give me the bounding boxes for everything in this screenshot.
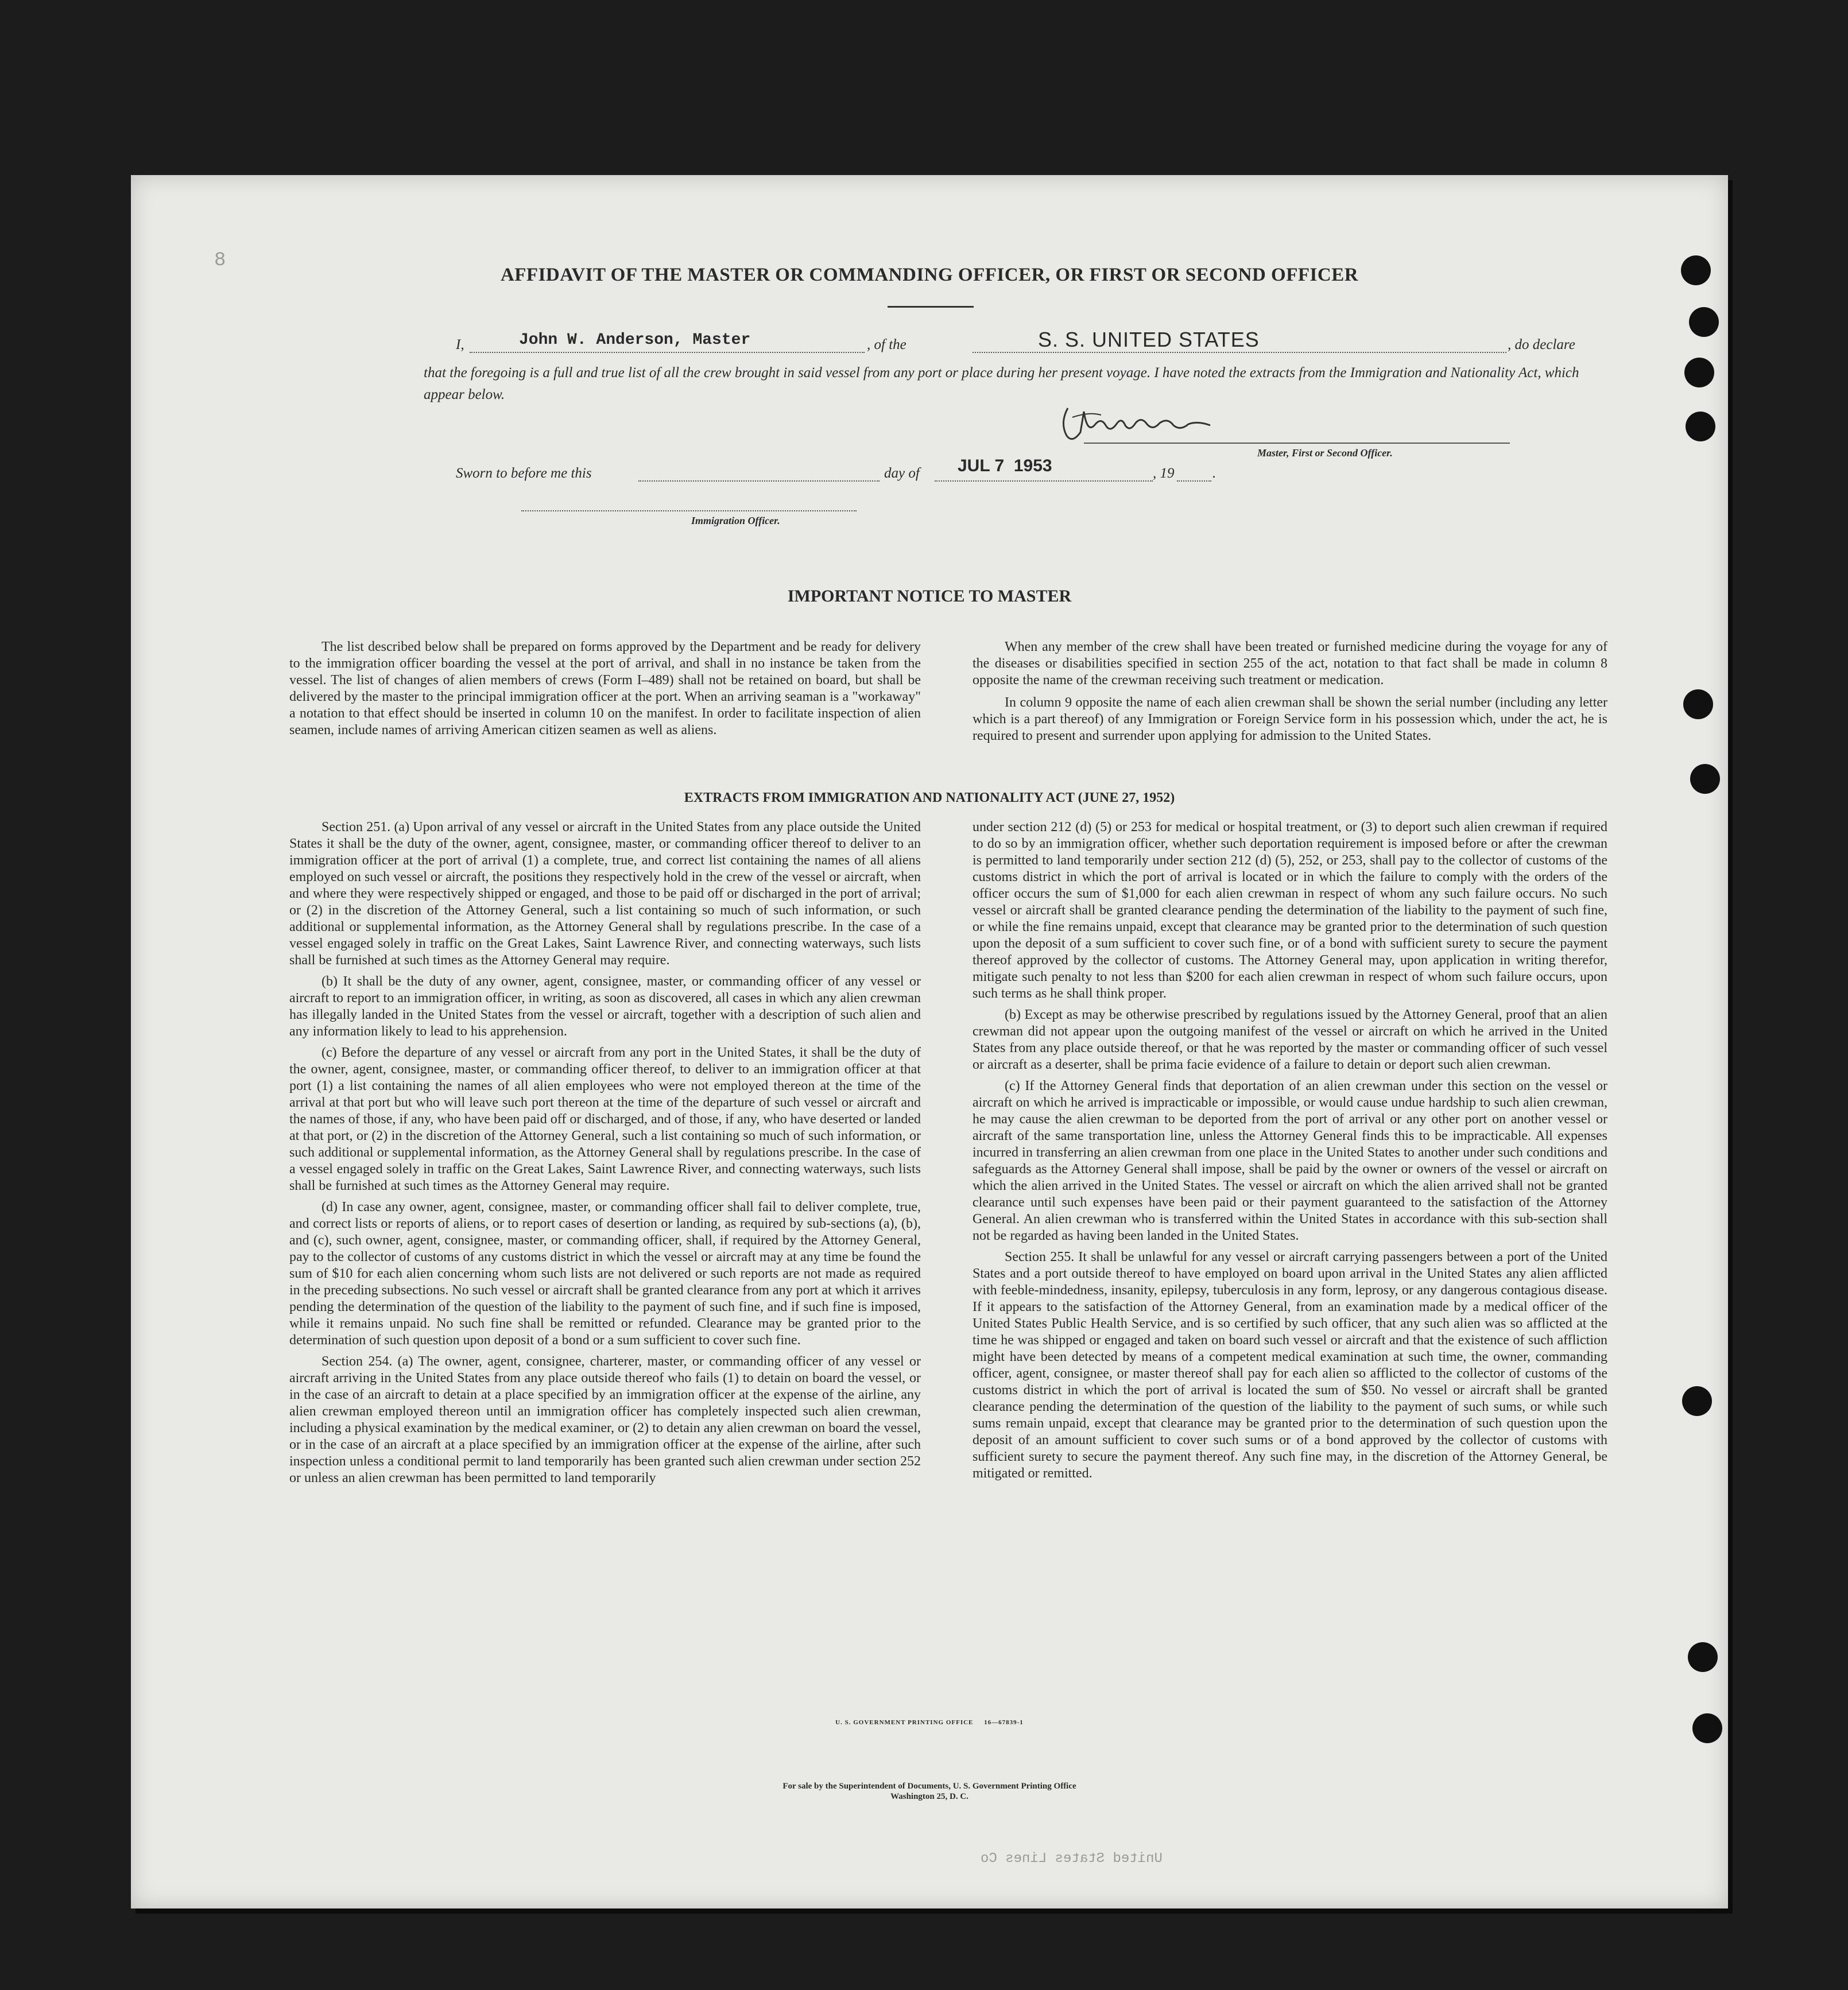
year-prefix: , 19 [1153, 466, 1175, 481]
of-the-label: , of the [867, 337, 906, 352]
section-paragraph: (b) Except as may be otherwise prescribed by regulations issued by the Attorney General, proof that an alien crewman did not appear upon the outgoing manifest of the vessel or aircraft on which he arrived in the United States from any place outside thereof, or that he was reported by the master or commanding officer of such vessel or aircraft as a deserter, shall be prima facie evidence of a failure to detain or deport such alien crewman. [973, 1007, 1607, 1072]
section-paragraph: Section 254. (a) The owner, agent, consignee, charterer, master, or commanding officer of any vessel or aircraft arriving in the United States from any place outside thereof who fails (1) to detain on board the vessel, or in the case of an aircraft to detain at a place specified by an immigration officer at the expense of the airline, any alien crewman employed thereon until an immigration officer has completely inspected such alien crewman, including a physical examination by the medical examiner, or (2) to detain any alien crewman on board the vessel, or in the case of an aircraft at a place specified by an immigration officer at the expense of the airline, after such inspection unless a conditional permit to land temporarily has been granted such alien crewman under section 252 or unless an alien crewman has been permitted to land temporarily [289, 1354, 921, 1485]
affidavit-statement: that the foregoing is a full and true list of all the crew brought in said vessel from any port or place during her present voyage. I have noted the extracts from the Immigration and Nationality Act, which appear below. [424, 365, 1579, 402]
binder-hole [1688, 1642, 1718, 1672]
day-of-label: day of [884, 466, 920, 481]
sworn-label: Sworn to before me this [456, 466, 592, 481]
sale-line-2: Washington 25, D. C. [890, 1792, 968, 1801]
binder-hole [1692, 1713, 1722, 1743]
sale-line-1: For sale by the Superintendent of Documents, U. S. Government Printing Office [782, 1782, 1076, 1791]
binder-hole [1690, 764, 1720, 794]
extracts-left-column [289, 819, 921, 1491]
notice-right-column [973, 639, 1607, 749]
section-paragraph: (b) It shall be the duty of any owner, agent, consignee, master, or commanding officer of any vessel or aircraft to report to an immigration officer, in writing, as soon as discovered, all cases in which any alien crewman has illegally landed in the United States from the vessel or aircraft, together with a description of such alien and any information likely to lead to his apprehension. [289, 974, 921, 1039]
bleed-through-text: United States Lines Co [981, 1851, 1163, 1867]
signature-line [1084, 443, 1510, 444]
extracts-title: EXTRACTS FROM IMMIGRATION AND NATIONALITY ACT (JUNE 27, 1952) [684, 790, 1175, 805]
binder-hole [1682, 1386, 1712, 1416]
notice-paragraph: In column 9 opposite the name of each alien crewman shall be shown the serial number (including any letter which is a part thereof) of any Immigration or Foreign Service form in his possession which, under the act, he is required to present and surrender upon applying for admission to the United States. [973, 695, 1607, 743]
sworn-month-line [935, 480, 1153, 482]
affidavit-title: AFFIDAVIT OF THE MASTER OR COMMANDING OFFICER, OR FIRST OR SECOND OFFICER [500, 265, 1359, 285]
section-paragraph: (c) If the Attorney General finds that deportation of an alien crewman under this section on the vessel or aircraft on which he arrived is impracticable or impossible, or would cause undue hardship to such alien crewman, he may cause the alien crewman to be deported from the port of arrival or any other port on another vessel or aircraft of the same transportation line, unless the Attorney General finds this to be impracticable. All expenses incurred in transferring an alien crewman from one place in the United States to another under such conditions and safeguards as the Attorney General shall impose, shall be paid by the owner or owners of the vessel or aircraft on which the alien arrived in the United States. The vessel or aircraft on which the alien arrived shall not be granted clearance until such expenses have been paid or their payment guaranteed to the satisfaction of the Attorney General. An alien crewman who is transferred within the United States in accordance with this sub-section shall not be regarded as having been landed in the United States. [973, 1079, 1607, 1243]
binder-hole [1689, 307, 1719, 337]
section-paragraph: Section 255. It shall be unlawful for any vessel or aircraft carrying passengers between a port of the United States and a port outside thereof to have employed on board upon arrival in the United States any alien afflicted with feeble-mindedness, insanity, epilepsy, tuberculosis in any form, leprosy, or any dangerous contagious disease. If it appears to the satisfaction of the Attorney General, from an examination made by a medical officer of the United States Public Health Service, and is so certified by such officer, that any such alien was so afflicted at the time he was shipped or engaged and taken on board such vessel or aircraft and that the existence of such affliction might have been detected by means of a competent medical examination at such time, the owner, commanding officer, agent, consignee, or master thereof shall pay for each alien so afflicted to the collector of customs of the customs district in which the port of arrival is located the sum of $50. No vessel or aircraft shall be granted clearance pending the determination of the question of the liability to the payment of such sums, or while such sums remain unpaid, except that clearance may be granted prior to the determination of such question upon the deposit of an amount sufficient to cover such sums or of a bond approved by the collector of customs with sufficient surety to secure the payment thereof. Any such fine may, in the discretion of the Attorney General, be mitigated or remitted. [973, 1250, 1607, 1481]
do-declare-label: , do declare [1508, 337, 1575, 352]
immigration-officer-caption: Immigration Officer. [691, 515, 780, 526]
officer-name: John W. Anderson, Master [519, 331, 751, 349]
immigration-officer-line [521, 510, 857, 511]
title-rule [888, 306, 974, 308]
notice-paragraph: When any member of the crew shall have been treated or furnished medicine during the voyage for any of the diseases or disabilities specified in section 255 of the act, notation to that fact shall be made in column 8 opposite the name of the crewman receiving such treatment or medication. [973, 639, 1607, 688]
year-period: . [1212, 466, 1216, 481]
section-paragraph: under section 212 (d) (5) or 253 for medical or hospital treatment, or (3) to deport such alien crewman if required to do so by an immigration officer, whether such deportation requirement is imposed before or after the crewman is permitted to land temporarily under section 212 (d) (5), 252, or 253, shall pay to the collector of customs of the customs district in which the port of arrival is located or in which the failure to comply with the orders of the officer occurs the sum of $1,000 for each alien crewman in respect of whom any such failure occurs. No such vessel or aircraft shall be granted clearance pending the determination of the liability to the payment of such fine, or while the fine remains unpaid, except that clearance may be granted prior to the determination of such question upon the deposit of a sum sufficient to cover such fine, or of a bond with sufficient surety to secure the payment thereof approved by the collector of customs. The Attorney General may, upon application in writing therefor, mitigate such penalty to not less than $200 for each alien crewman in respect of whom such failure occurs, upon such terms as he shall think proper. [973, 820, 1607, 1001]
extracts-right-column [973, 819, 1607, 1487]
signature-caption: Master, First or Second Officer. [1257, 447, 1393, 459]
section-paragraph: (c) Before the departure of any vessel or aircraft from any port in the United States, it shall be the duty of the owner, agent, consignee, master, or commanding officer thereof, to deliver to an immigration officer at that port (1) a list containing the names of all alien employees who were not employed thereon at the time of the arrival at that port but who will leave such port thereon at the time of the departure of such vessel or aircraft and the names of those, if any, who have been paid off or discharged, and of those, if any, who have deserted or landed at that port, or (2) in the discretion of the Attorney General, such a list containing so much of such information, or such additional or supplemental information, as the Attorney General shall by regulations prescribe. In the case of a vessel engaged solely in traffic on the Great Lakes, Saint Lawrence River, and connecting waterways, such lists shall be furnished at such times as the Attorney General may require. [289, 1045, 921, 1193]
i-label: I, [456, 337, 464, 352]
binder-hole [1686, 412, 1715, 441]
binder-hole [1683, 689, 1713, 719]
sworn-date-stamp: JUL 7 1953 [958, 456, 1052, 475]
notice-left-column [289, 639, 921, 743]
sworn-day-line [638, 480, 880, 482]
notice-paragraph: The list described below shall be prepared on forms approved by the Department and be ready for delivery to the immigration officer boarding the vessel at the port of arrival, and shall in no instance be taken from the vessel. The list of changes of alien members of crews (Form I–489) shall not be retained on board, but shall be delivered by the master to the principal immigration officer at the port. When an arriving seaman is a "workaway" a notation to that effect should be inserted in column 10 on the manifest. In order to facilitate inspection of alien seamen, include names of arriving American citizen seamen as well as aliens. [289, 639, 921, 738]
master-signature [1055, 400, 1222, 446]
bleed-through-mark: 8 [214, 250, 226, 271]
vessel-line [973, 352, 1506, 353]
document-page [131, 175, 1728, 1908]
notice-title: IMPORTANT NOTICE TO MASTER [787, 587, 1072, 606]
section-paragraph: Section 251. (a) Upon arrival of any vessel or aircraft in the United States from any place outside the United States it shall be the duty of the owner, agent, consignee, master, or commanding officer thereof to deliver to an immigration officer at the port of arrival (1) a complete, true, and correct list containing the names of all aliens employed on such vessel or aircraft, the positions they respectively hold in the crew of the vessel or aircraft, when and where they were respectively shipped or engaged, and those to be paid off or discharged in the port of arrival; or (2) in the discretion of the Attorney General, such a list containing so much of such information, or such additional or supplemental information, as the Attorney General shall by regulations prescribe. In the case of a vessel engaged solely in traffic on the Great Lakes, Saint Lawrence River, and connecting waterways, such lists shall be furnished at such times as the Attorney General may require. [289, 820, 921, 968]
year-line [1177, 480, 1211, 482]
printing-office-line: U. S. GOVERNMENT PRINTING OFFICE 16—67839-1 [835, 1719, 1024, 1726]
vessel-name: S. S. UNITED STATES [1038, 328, 1260, 351]
sale-notice [131, 1781, 1728, 1802]
binder-hole [1684, 358, 1714, 387]
section-paragraph: (d) In case any owner, agent, consignee, master, or commanding officer shall fail to deliver complete, true, and correct lists or reports of aliens, or to report cases of desertion or landing, as required by sub-sections (a), (b), and (c), such owner, agent, consignee, master, or commanding officer, shall, if required by the Attorney General, pay to the collector of customs of any customs district in which the vessel or aircraft may at any time be found the sum of $10 for each alien concerning whom such lists are not delivered or such reports are not made as required in the preceding subsections. No such vessel or aircraft shall be granted clearance from any port at which it arrives pending the determination of the question of the liability to the payment of such fine, and if such fine is imposed, while it remains unpaid. No such fine shall be remitted or refunded. Clearance may be granted prior to the determination of such question upon deposit of a bond or a sum sufficient to cover such fine. [289, 1200, 921, 1348]
name-line [470, 352, 865, 353]
